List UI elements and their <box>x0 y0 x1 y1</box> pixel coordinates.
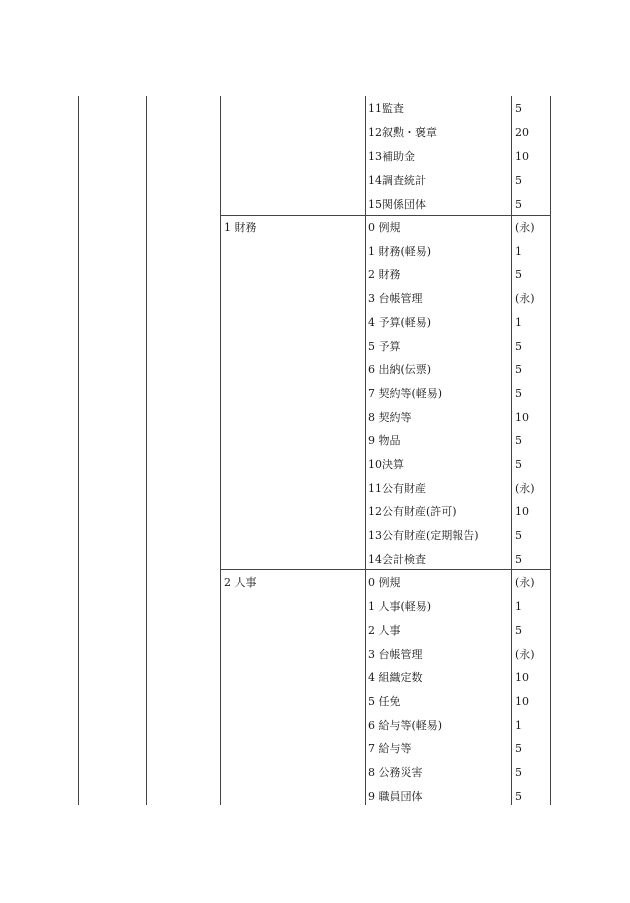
period-cell: 5 <box>515 340 522 353</box>
period-cell: (永) <box>515 648 535 661</box>
item-cell: 3 台帳管理 <box>368 292 423 305</box>
item-cell: 11監査 <box>368 102 404 115</box>
item-cell: 7 給与等 <box>368 742 412 755</box>
period-cell: 1 <box>515 719 522 732</box>
item-cell: 9 職員団体 <box>368 790 423 803</box>
item-cell: 12公有財産(許可) <box>368 505 457 518</box>
item-cell: 6 出納(伝票) <box>368 363 432 376</box>
period-cell: 5 <box>515 742 522 755</box>
item-cell: 8 公務災害 <box>368 766 423 779</box>
item-cell: 13公有財産(定期報告) <box>368 529 479 542</box>
column-rule-3 <box>220 96 221 805</box>
period-cell: 10 <box>515 411 529 424</box>
item-cell: 1 人事(軽易) <box>368 600 432 613</box>
period-cell: (永) <box>515 221 535 234</box>
period-cell: 5 <box>515 766 522 779</box>
item-cell: 10決算 <box>368 458 404 471</box>
column-rule-1 <box>78 96 79 805</box>
column-rule-4 <box>365 96 366 805</box>
period-cell: 10 <box>515 150 529 163</box>
item-cell: 1 財務(軽易) <box>368 245 432 258</box>
column-rule-6 <box>550 96 551 805</box>
period-cell: 5 <box>515 790 522 803</box>
period-cell: 5 <box>515 198 522 211</box>
period-cell: 5 <box>515 529 522 542</box>
item-cell: 3 台帳管理 <box>368 648 423 661</box>
period-cell: (永) <box>515 482 535 495</box>
column-rule-2 <box>146 96 147 805</box>
period-cell: 5 <box>515 553 522 566</box>
item-cell: 9 物品 <box>368 434 401 447</box>
column-rule-5 <box>511 96 512 805</box>
item-cell: 11公有財産 <box>368 482 426 495</box>
period-cell: (永) <box>515 576 535 589</box>
period-cell: 5 <box>515 102 522 115</box>
item-cell: 15関係団体 <box>368 198 426 211</box>
item-cell: 5 任免 <box>368 695 401 708</box>
item-cell: 0 例規 <box>368 576 401 589</box>
period-cell: 5 <box>515 434 522 447</box>
period-cell: 20 <box>515 126 529 139</box>
item-cell: 4 予算(軽易) <box>368 316 432 329</box>
group-separator-2 <box>220 569 551 570</box>
period-cell: 5 <box>515 458 522 471</box>
period-cell: 5 <box>515 387 522 400</box>
item-cell: 8 契約等 <box>368 411 412 424</box>
item-cell: 5 予算 <box>368 340 401 353</box>
period-cell: 5 <box>515 624 522 637</box>
item-cell: 0 例規 <box>368 221 401 234</box>
period-cell: 1 <box>515 600 522 613</box>
item-cell: 2 財務 <box>368 268 401 281</box>
period-cell: 1 <box>515 316 522 329</box>
period-cell: 5 <box>515 363 522 376</box>
period-cell: 1 <box>515 245 522 258</box>
item-cell: 14調査統計 <box>368 174 426 187</box>
item-cell: 12叙勲・褒章 <box>368 126 437 139</box>
period-cell: 5 <box>515 174 522 187</box>
group-separator-1 <box>220 215 551 216</box>
item-cell: 7 契約等(軽易) <box>368 387 443 400</box>
period-cell: 10 <box>515 505 529 518</box>
item-cell: 4 組織定数 <box>368 671 423 684</box>
period-cell: 5 <box>515 268 522 281</box>
item-cell: 6 給与等(軽易) <box>368 719 443 732</box>
period-cell: (永) <box>515 292 535 305</box>
item-cell: 13補助金 <box>368 150 415 163</box>
item-cell: 2 人事 <box>368 624 401 637</box>
category-cell: 1 財務 <box>224 221 257 234</box>
period-cell: 10 <box>515 671 529 684</box>
category-cell: 2 人事 <box>224 576 257 589</box>
period-cell: 10 <box>515 695 529 708</box>
item-cell: 14会計検査 <box>368 553 426 566</box>
